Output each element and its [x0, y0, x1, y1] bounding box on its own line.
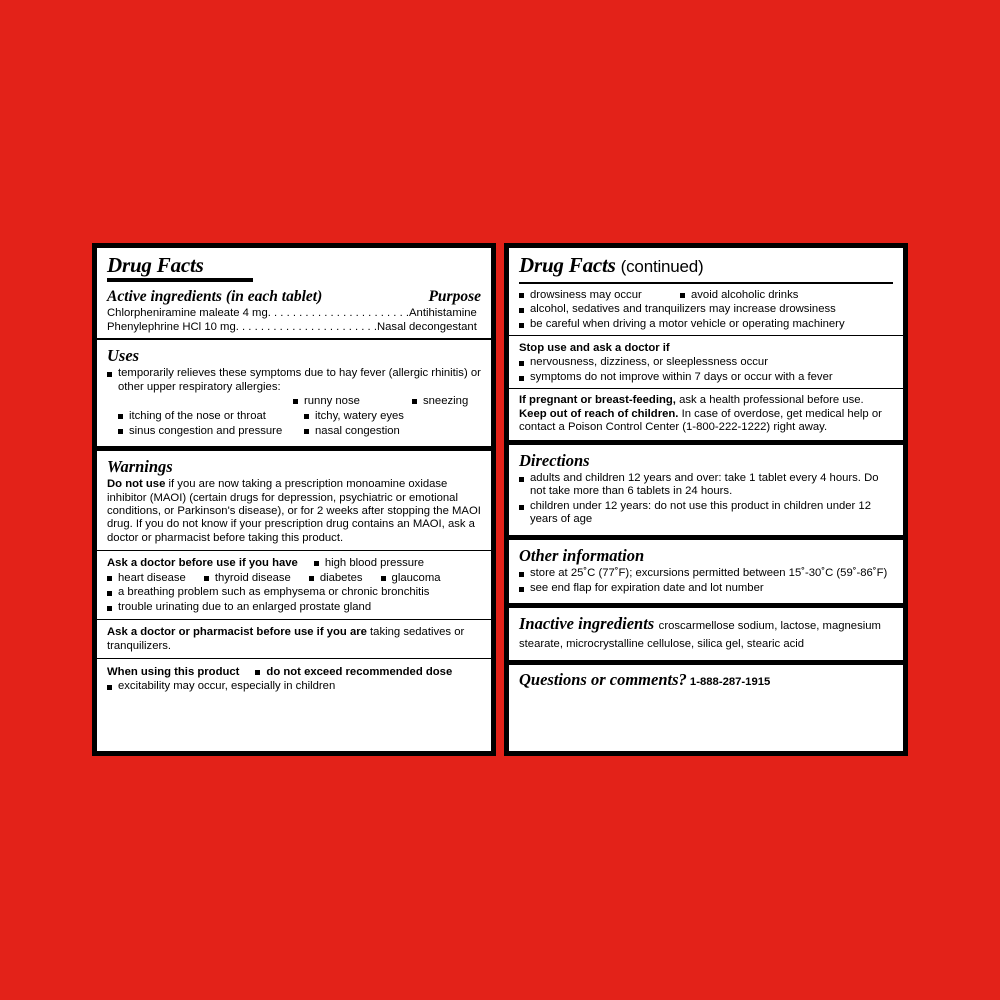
uses-section — [97, 340, 491, 446]
ask-doctor-extra-list — [107, 586, 481, 614]
questions-phone: 1-888-287-1915 — [689, 676, 771, 689]
stop-use-list — [519, 356, 893, 384]
directions-section — [509, 445, 903, 535]
when-using-inline-item: do not exceed recommended dose — [255, 665, 452, 679]
ingredient-name: Chlorpheniramine maleate 4 mg — [107, 307, 268, 319]
right-drug-facts-header — [509, 248, 903, 284]
ingredient-purpose: Nasal decongestant — [376, 321, 477, 333]
left-title-rule — [107, 278, 253, 282]
other-information-item: store at 25˚C (77˚F); excursions permitted between 15˚-30˚C (59˚-86˚F) — [519, 567, 893, 581]
directions-list — [519, 472, 893, 527]
directions-item: children under 12 years: do not use this product in children under 12 years of age — [519, 500, 893, 527]
inactive-ingredients-block — [519, 614, 893, 652]
drug-facts-right-panel — [504, 243, 908, 756]
symptom-item: sneezing — [412, 394, 468, 408]
questions-block — [519, 672, 893, 690]
warnings-cont-list — [519, 303, 893, 331]
symptom-item: nasal congestion — [304, 424, 400, 438]
drug-facts-left-panel — [92, 243, 496, 756]
ingredient-leader: . . . . . . . . . . . . . . . . . . . . . . . — [267, 307, 409, 319]
inactive-ingredients-heading: Inactive ingredients — [519, 614, 655, 634]
uses-lead-bullet: temporarily relieves these symptoms due to hay fever (allergic rhinitis) or other upper respiratory allergies: — [107, 367, 481, 394]
condition-item: heart disease — [107, 571, 186, 585]
warning-item: drowsiness may occur — [519, 288, 680, 302]
pregnancy-text: ask a health professional before use. — [679, 394, 864, 407]
active-ingredient-row — [107, 306, 481, 320]
keep-out-text: In case of overdose, get medical help or contact a Poison Control Center (1-800-222-1222) right away. — [519, 407, 882, 434]
symptom-item: runny nose — [293, 394, 412, 408]
ingredient-leader: . . . . . . . . . . . . . . . . . . . . . . . — [235, 321, 377, 333]
stop-use-item: nervousness, dizziness, or sleeplessness occur — [519, 356, 893, 370]
active-ingredients-header-row — [107, 288, 481, 306]
ingredient-purpose: Antihistamine — [409, 307, 477, 319]
warning-item: be careful when driving a motor vehicle or operating machinery — [519, 318, 893, 332]
ask-pharmacist-section — [97, 620, 491, 658]
symptom-item: itching of the nose or throat — [118, 409, 304, 423]
stop-use-item: symptoms do not improve within 7 days or occur with a fever — [519, 371, 893, 385]
left-drug-facts-header — [97, 248, 491, 284]
ask-pharmacist-text: taking sedatives or tranquilizers. — [107, 626, 465, 652]
other-information-heading: Other information — [519, 545, 645, 565]
keep-out-label: Keep out of reach of children. — [519, 407, 679, 420]
active-ingredients-heading: Active ingredients (in each tablet) — [107, 288, 323, 305]
ask-doctor-section — [97, 551, 491, 619]
questions-section — [509, 665, 903, 698]
condition-item: trouble urinating due to an enlarged prostate gland — [107, 601, 481, 615]
purpose-heading: Purpose — [428, 288, 481, 305]
active-ingredients-section — [97, 284, 491, 338]
symptom-item: itchy, watery eyes — [304, 409, 404, 423]
do-not-use-label: Do not use — [107, 478, 166, 491]
condition-item: a breathing problem such as emphysema or chronic bronchitis — [107, 586, 481, 600]
other-information-section — [509, 540, 903, 603]
right-drug-facts-title — [519, 253, 893, 279]
right-title-text: Drug Facts — [519, 253, 616, 277]
stop-use-heading: Stop use and ask a doctor if — [519, 342, 670, 355]
ask-doctor-conditions-row — [107, 571, 481, 585]
warning-item: avoid alcoholic drinks — [680, 288, 798, 302]
left-drug-facts-title: Drug Facts — [107, 253, 204, 277]
inactive-ingredients-section — [509, 608, 903, 660]
inactive-ingredients-text: croscarmellose sodium, lactose, magnesium stearate, microcrystalline cellulose, silica gel, stearic acid — [519, 620, 881, 651]
right-title-rule — [519, 282, 893, 284]
ask-pharmacist-label: Ask a doctor or pharmacist before use if you are — [107, 626, 367, 639]
other-information-item: see end flap for expiration date and lot number — [519, 582, 893, 596]
when-using-bullet-list — [107, 680, 481, 694]
warnings-continued-section — [509, 284, 903, 335]
ask-pharmacist-block — [107, 626, 481, 653]
ask-doctor-header-row — [107, 556, 481, 570]
stop-use-section — [509, 336, 903, 388]
pregnancy-block — [519, 394, 893, 407]
when-using-header-row — [107, 665, 481, 679]
pregnancy-label: If pregnant or breast-feeding, — [519, 394, 676, 407]
condition-item: glaucoma — [381, 571, 441, 585]
symptom-item: sinus congestion and pressure — [118, 424, 304, 438]
uses-heading: Uses — [107, 346, 140, 365]
warning-item: alcohol, sedatives and tranquilizers may increase drowsiness — [519, 303, 893, 317]
condition-item: diabetes — [309, 571, 363, 585]
pregnancy-keepout-section — [509, 389, 903, 439]
questions-heading: Questions or comments? — [519, 670, 687, 690]
keep-out-block — [519, 408, 893, 435]
directions-item: adults and children 12 years and over: take 1 tablet every 4 hours. Do not take more than 6 tablets in 24 hours. — [519, 472, 893, 499]
directions-heading: Directions — [519, 450, 590, 470]
ask-doctor-inline-item: high blood pressure — [314, 556, 424, 570]
right-title-continued: (continued) — [620, 257, 704, 276]
ask-doctor-label: Ask a doctor before use if you have — [107, 557, 298, 570]
active-ingredient-row — [107, 320, 481, 334]
when-using-bullet: excitability may occur, especially in children — [107, 680, 481, 694]
when-using-section — [97, 659, 491, 702]
when-using-label: When using this product — [107, 666, 240, 679]
warnings-heading: Warnings — [107, 457, 173, 477]
do-not-use-text: if you are now taking a prescription monoamine oxidase inhibitor (MAOI) (certain drugs for depression, psychiatric or emotional conditions, or Parkinson's disease), or for 2 weeks after stopping the MAOI drug. If you do not know if your prescription drug contains an MAOI, ask a doctor or pharmacist before taking this product. — [107, 478, 481, 544]
uses-symptom-grid — [107, 394, 481, 438]
warnings-cont-inline-row — [519, 288, 893, 302]
do-not-use-block — [107, 478, 481, 545]
ingredient-name: Phenylephrine HCl 10 mg — [107, 321, 236, 333]
warnings-section — [97, 451, 491, 550]
condition-item: thyroid disease — [204, 571, 291, 585]
other-information-list — [519, 567, 893, 595]
uses-bullet-list — [107, 367, 481, 394]
